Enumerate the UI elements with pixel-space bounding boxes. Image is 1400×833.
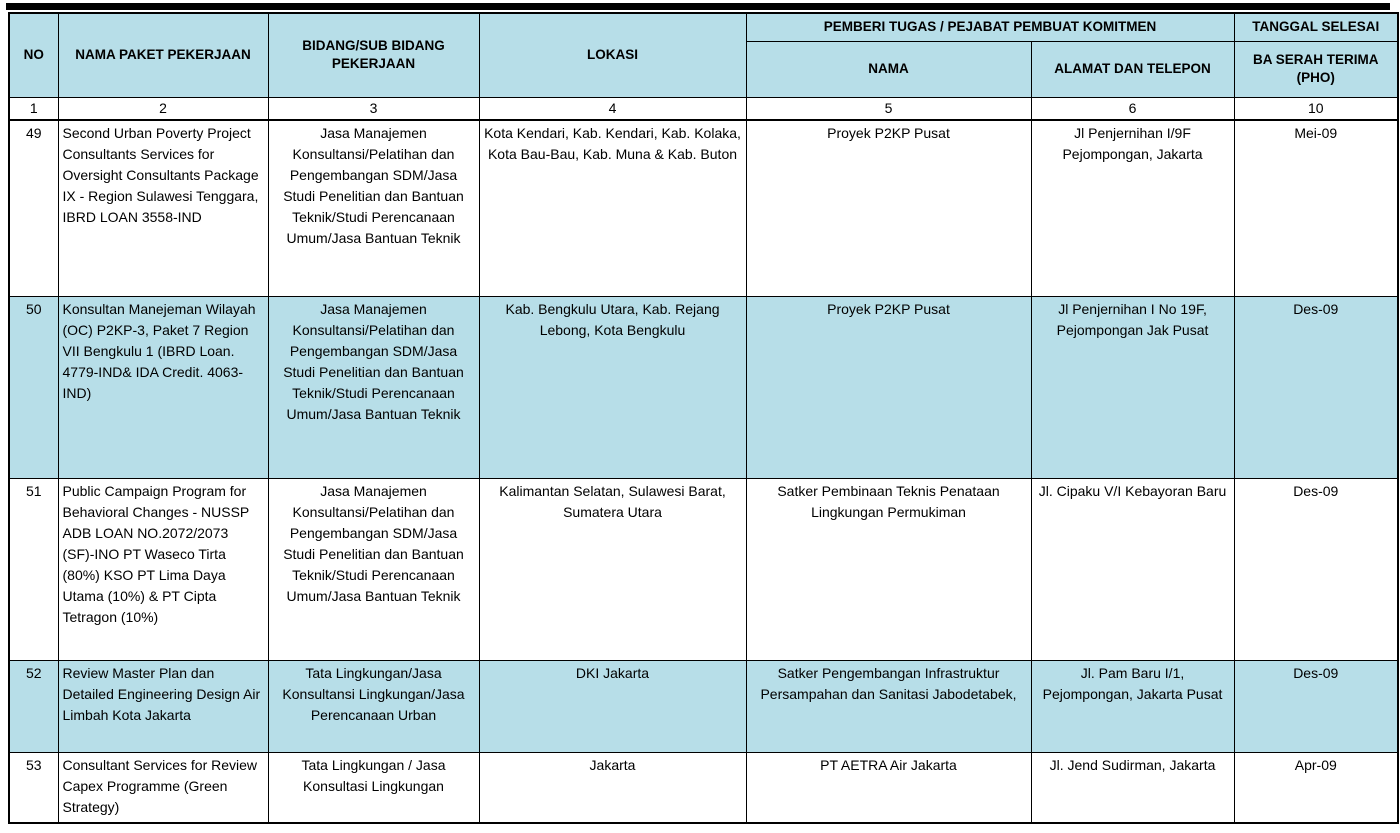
cell-nama: Proyek P2KP Pusat	[746, 120, 1031, 296]
col-header-ba-serah-terima: BA SERAH TERIMA (PHO)	[1234, 41, 1398, 97]
cell-bidang: Jasa Manajemen Konsultansi/Pelatihan dan Pengembangan SDM/Jasa Studi Penelitian dan Bantuan Teknik/Studi Perencanaan Umum/Jasa Bantuan Teknik	[268, 296, 479, 478]
cell-lokasi: Kalimantan Selatan, Sulawesi Barat, Sumatera Utara	[479, 478, 746, 660]
cell-alamat: Jl. Jend Sudirman, Jakarta	[1031, 752, 1234, 823]
top-black-bar	[6, 3, 1390, 10]
cell-alamat: Jl Penjernihan I No 19F, Pejompongan Jak Pusat	[1031, 296, 1234, 478]
cell-lokasi: DKI Jakarta	[479, 660, 746, 752]
cell-nama-paket: Review Master Plan dan Detailed Engineering Design Air Limbah Kota Jakarta	[58, 660, 268, 752]
col-header-alamat: ALAMAT DAN TELEPON	[1031, 41, 1234, 97]
column-number: 2	[58, 97, 268, 120]
table-row	[9, 296, 1398, 478]
cell-no: 50	[9, 296, 58, 478]
cell-nama: Proyek P2KP Pusat	[746, 296, 1031, 478]
cell-nama: Satker Pembinaan Teknis Penataan Lingkungan Permukiman	[746, 478, 1031, 660]
cell-bidang: Jasa Manajemen Konsultansi/Pelatihan dan Pengembangan SDM/Jasa Studi Penelitian dan Bantuan Teknik/Studi Perencanaan Umum/Jasa Bantuan Teknik	[268, 120, 479, 296]
cell-no: 53	[9, 752, 58, 823]
column-number: 10	[1234, 97, 1398, 120]
cell-tanggal: Des-09	[1234, 296, 1398, 478]
col-header-bidang: BIDANG/SUB BIDANG PEKERJAAN	[268, 13, 479, 97]
cell-no: 49	[9, 120, 58, 296]
cell-no: 51	[9, 478, 58, 660]
col-header-group-pemberi-tugas: PEMBERI TUGAS / PEJABAT PEMBUAT KOMITMEN	[746, 13, 1234, 41]
cell-bidang: Tata Lingkungan / Jasa Konsultasi Lingkungan	[268, 752, 479, 823]
cell-bidang: Jasa Manajemen Konsultansi/Pelatihan dan Pengembangan SDM/Jasa Studi Penelitian dan Bantuan Teknik/Studi Perencanaan Umum/Jasa Bantuan Teknik	[268, 478, 479, 660]
cell-tanggal: Des-09	[1234, 660, 1398, 752]
cell-alamat: Jl. Pam Baru I/1, Pejompongan, Jakarta Pusat	[1031, 660, 1234, 752]
cell-nama-paket: Konsultan Manejeman Wilayah (OC) P2KP-3, Paket 7 Region VII Bengkulu 1 (IBRD Loan. 4779-IND& IDA Credit. 4063-IND)	[58, 296, 268, 478]
cell-tanggal: Mei-09	[1234, 120, 1398, 296]
table-row	[9, 752, 1398, 823]
column-number: 1	[9, 97, 58, 120]
cell-nama-paket: Consultant Services for Review Capex Programme (Green Strategy)	[58, 752, 268, 823]
col-header-lokasi: LOKASI	[479, 13, 746, 97]
table-row	[9, 660, 1398, 752]
cell-tanggal: Apr-09	[1234, 752, 1398, 823]
column-number: 6	[1031, 97, 1234, 120]
cell-alamat: Jl. Cipaku V/I Kebayoran Baru	[1031, 478, 1234, 660]
cell-alamat: Jl Penjernihan I/9F Pejompongan, Jakarta	[1031, 120, 1234, 296]
table-row	[9, 120, 1398, 296]
cell-nama: PT AETRA Air Jakarta	[746, 752, 1031, 823]
cell-nama-paket: Public Campaign Program for Behavioral Changes - NUSSP ADB LOAN NO.2072/2073 (SF)-INO PT Waseco Tirta (80%) KSO PT Lima Daya Utama (10%) & PT Cipta Tetragon (10%)	[58, 478, 268, 660]
column-number: 3	[268, 97, 479, 120]
column-number: 5	[746, 97, 1031, 120]
cell-lokasi: Jakarta	[479, 752, 746, 823]
column-number-row	[9, 97, 1398, 120]
table-body	[9, 120, 1398, 823]
cell-nama: Satker Pengembangan Infrastruktur Persampahan dan Sanitasi Jabodetabek,	[746, 660, 1031, 752]
table-header	[9, 13, 1398, 120]
cell-no: 52	[9, 660, 58, 752]
cell-lokasi: Kota Kendari, Kab. Kendari, Kab. Kolaka, Kota Bau-Bau, Kab. Muna & Kab. Buton	[479, 120, 746, 296]
cell-nama-paket: Second Urban Poverty Project Consultants Services for Oversight Consultants Package IX - Region Sulawesi Tenggara, IBRD LOAN 3558-IND	[58, 120, 268, 296]
procurement-table	[8, 12, 1399, 824]
header-row-group	[9, 13, 1398, 41]
table-row	[9, 478, 1398, 660]
cell-lokasi: Kab. Bengkulu Utara, Kab. Rejang Lebong, Kota Bengkulu	[479, 296, 746, 478]
col-header-tanggal-selesai: TANGGAL SELESAI	[1234, 13, 1398, 41]
col-header-nama-paket: NAMA PAKET PEKERJAAN	[58, 13, 268, 97]
cell-bidang: Tata Lingkungan/Jasa Konsultansi Lingkungan/Jasa Perencanaan Urban	[268, 660, 479, 752]
col-header-no: NO	[9, 13, 58, 97]
col-header-nama: NAMA	[746, 41, 1031, 97]
column-number: 4	[479, 97, 746, 120]
cell-tanggal: Des-09	[1234, 478, 1398, 660]
